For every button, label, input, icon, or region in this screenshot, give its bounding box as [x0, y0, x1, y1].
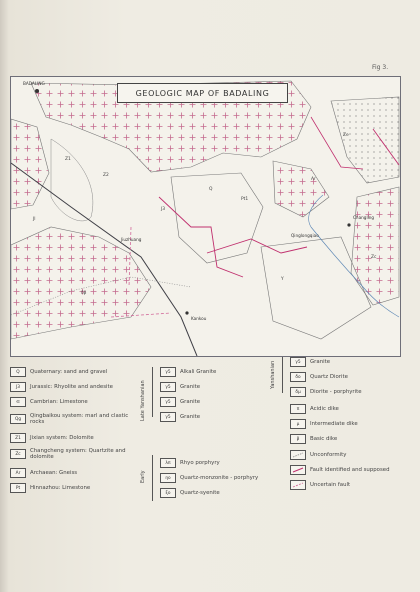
legend-label: Uncertain fault	[310, 482, 351, 488]
group-label-yanshanian: Yanshanian	[270, 360, 276, 389]
legend-label: Alkali Granite	[180, 369, 217, 375]
legend-symbol: ηο	[160, 473, 176, 483]
unit-mark: Z2	[103, 173, 109, 178]
legend-row	[290, 450, 346, 460]
legend-row	[10, 468, 77, 478]
unit-mark: Y	[281, 277, 284, 282]
legend-label: Acidic dike	[310, 406, 339, 412]
map-title: GEOLOGIC MAP OF BADALING	[135, 88, 270, 98]
legend-label: Granite	[180, 384, 201, 390]
legend-row	[160, 397, 200, 407]
fault-identified-1	[159, 197, 243, 277]
badaling-marker	[35, 89, 39, 93]
legend-symbol: Z1	[10, 433, 26, 443]
legend-symbol: π	[290, 404, 306, 414]
legend-symbol: γ5	[160, 367, 176, 377]
place-badaling: BADALING	[23, 81, 45, 86]
legend-label: Archaean: Gneiss	[30, 470, 78, 476]
legend-label: Quartz Diorite	[310, 374, 348, 380]
unit-mark: Jl	[33, 217, 36, 222]
unit-mark: Z1	[65, 157, 71, 162]
legend-row	[290, 357, 330, 367]
legend-row	[160, 473, 258, 483]
map-canvas	[11, 77, 400, 356]
legend-symbol: Ar	[10, 468, 26, 478]
legend-symbol: γ5	[160, 382, 176, 392]
figure-label: Fig 3.	[372, 64, 389, 71]
legend-label: Changcheng system: Quartzite and dolomite	[30, 448, 126, 461]
legend-symbol: γ5	[160, 397, 176, 407]
changling-marker	[347, 223, 350, 226]
legend-symbol: λπ	[160, 458, 176, 468]
legend-symbol: γ5	[290, 357, 306, 367]
kankou-marker	[185, 311, 188, 314]
legend-symbol: μ	[290, 419, 306, 429]
unit-mark: Ar	[311, 177, 316, 182]
legend-label: Fault identified and supposed	[310, 467, 390, 473]
unit-mark: J3	[161, 207, 166, 212]
legend-row	[290, 404, 339, 414]
legend-row	[10, 367, 107, 377]
place-jiuzhuang: Jiuzhuang	[121, 237, 142, 242]
legend-label: Basic dike	[310, 436, 338, 442]
unit-northeast	[331, 97, 399, 183]
granite-southwest	[11, 227, 151, 339]
group-label-early: Early	[140, 470, 146, 483]
legend-row	[160, 412, 200, 422]
legend-symbol: J3	[10, 382, 26, 392]
legend-symbol: δο	[290, 372, 306, 382]
unit-mark: Ze	[343, 133, 349, 138]
fault-identified-2	[207, 239, 307, 253]
place-kankou: Kankou	[191, 316, 207, 321]
legend-label: Quartz-monzonite - porphyry	[180, 475, 259, 481]
legend-symbol: Qg	[10, 414, 26, 424]
place-changling: Changling	[353, 215, 375, 220]
unit-mark: Q	[209, 187, 213, 192]
legend-symbol: Q	[10, 367, 26, 377]
legend-row	[290, 480, 350, 490]
legend-symbol: δμ	[290, 387, 306, 397]
group-bracket	[152, 455, 153, 501]
legend-label: Granite	[310, 359, 331, 365]
fault-symbol	[290, 465, 306, 475]
legend-label: Unconformity	[310, 452, 347, 458]
legend-symbol: ξο	[160, 488, 176, 498]
group-bracket	[282, 357, 283, 393]
uncertain-fault-symbol	[290, 480, 306, 490]
place-qinglongqiao: Qinglongqiao	[291, 233, 319, 238]
legend-row	[10, 413, 130, 426]
legend-symbol: Zc	[10, 449, 26, 459]
unit-mark: Pt1	[241, 197, 249, 202]
legend-row	[10, 433, 94, 443]
legend-row	[10, 382, 113, 392]
unit-mark: δβ	[81, 291, 87, 296]
legend-label: Granite	[180, 414, 201, 420]
legend-row	[10, 483, 90, 493]
granite-central	[273, 161, 329, 217]
legend-label: Quaternary: sand and gravel	[30, 369, 108, 375]
legend-row	[10, 397, 88, 407]
granite-east	[351, 187, 399, 305]
legend-label: Jixian system: Dolomite	[30, 435, 94, 441]
legend-label: Jurassic: Rhyolite and andesite	[30, 384, 113, 390]
unit-mark: Zc	[371, 255, 377, 260]
geologic-map	[10, 76, 401, 357]
legend-row	[290, 434, 337, 444]
legend-row	[290, 387, 362, 397]
legend-row	[160, 488, 220, 498]
unit-west-band	[51, 139, 93, 221]
legend-label: Cambrian: Limestone	[30, 399, 88, 405]
legend-row	[290, 465, 390, 475]
legend-label: Granite	[180, 399, 201, 405]
group-bracket	[152, 367, 153, 417]
legend-symbol: γ5	[160, 412, 176, 422]
legend-label: Diorite - porphyrite	[310, 389, 362, 395]
legend-label: Qingbaikou system: marl and clastic rocks	[30, 413, 129, 426]
legend-label: Quartz-syenite	[180, 490, 220, 496]
legend-symbol: ∈	[10, 397, 26, 407]
map-legend	[0, 355, 420, 555]
group-label-late: Late Yanshanian	[140, 380, 146, 421]
legend-row	[160, 458, 220, 468]
legend-label: Rhyo porphyry	[180, 460, 220, 466]
legend-symbol: β	[290, 434, 306, 444]
legend-label: Intermediate dike	[310, 421, 358, 427]
granite-west	[11, 119, 49, 209]
unconformity-symbol	[290, 450, 306, 460]
legend-row	[290, 372, 348, 382]
legend-row	[160, 382, 200, 392]
legend-label: Hinnazhou: Limestone	[30, 485, 91, 491]
legend-row	[10, 448, 130, 461]
legend-row	[160, 367, 216, 377]
legend-row	[290, 419, 358, 429]
legend-symbol: Pt	[10, 483, 26, 493]
map-title-box	[117, 83, 288, 103]
